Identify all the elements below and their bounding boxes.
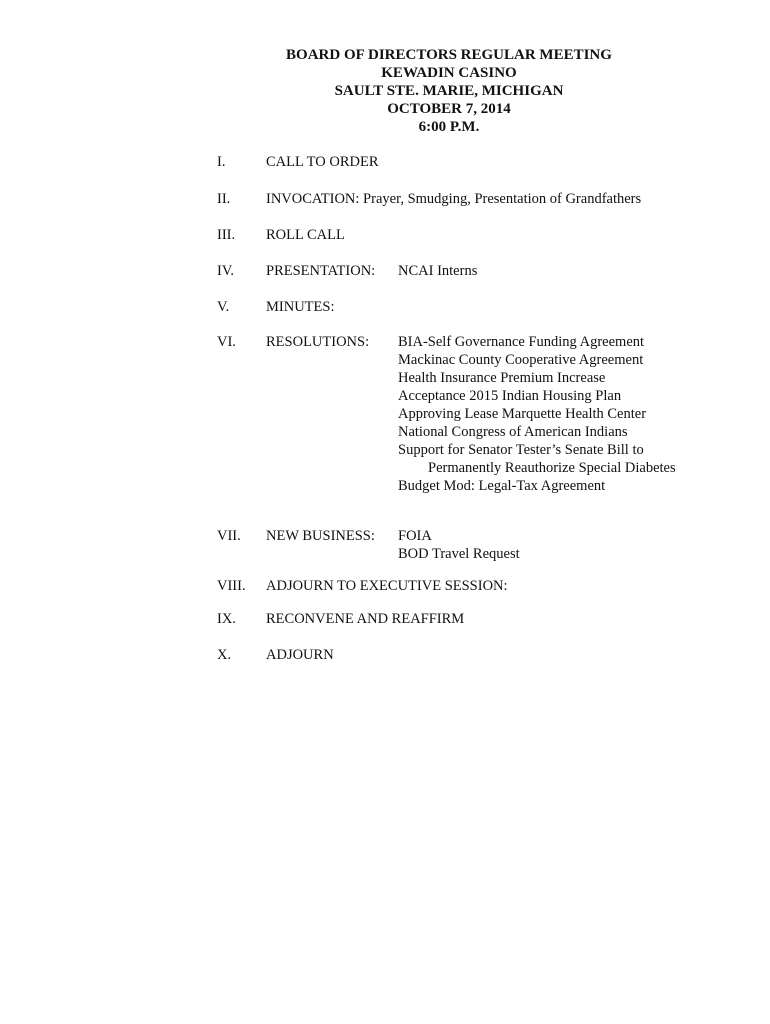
new-business-list	[398, 527, 520, 563]
resolution-item: BIA-Self Governance Funding Agreement	[398, 334, 645, 350]
resolution-item: Approving Lease Marquette Health Center	[398, 406, 647, 422]
resolution-item: Health Insurance Premium Increase	[398, 370, 606, 386]
header-title: BOARD OF DIRECTORS REGULAR MEETING	[286, 47, 612, 63]
item-label: MINUTES:	[266, 299, 335, 315]
item-number: VII.	[217, 528, 241, 544]
new-business-item: BOD Travel Request	[398, 546, 520, 562]
item-label: ROLL CALL	[266, 227, 345, 243]
item-number: V.	[217, 299, 230, 315]
new-business-item: FOIA	[398, 528, 432, 544]
header-location: SAULT STE. MARIE, MICHIGAN	[334, 83, 564, 99]
header-venue: KEWADIN CASINO	[381, 65, 517, 81]
resolution-item: Support for Senator Tester’s Senate Bill to	[398, 442, 644, 458]
header-time: 6:00 P.M.	[418, 119, 480, 135]
resolutions-list	[398, 333, 676, 495]
item-number: VI.	[217, 334, 236, 350]
item-label: NEW BUSINESS:	[266, 528, 375, 544]
item-number: III.	[217, 227, 236, 243]
item-number: I.	[217, 154, 226, 170]
item-label: PRESENTATION:	[266, 263, 376, 279]
item-number: IV.	[217, 263, 235, 279]
item-number: X.	[217, 647, 232, 663]
presentation-detail: NCAI Interns	[398, 263, 478, 279]
resolution-item: Acceptance 2015 Indian Housing Plan	[398, 388, 622, 404]
item-number: VIII.	[217, 578, 246, 594]
item-label: INVOCATION: Prayer, Smudging, Presentation of Grandfathers	[266, 191, 642, 207]
item-label: RECONVENE AND REAFFIRM	[266, 611, 465, 627]
item-number: II.	[217, 191, 231, 207]
item-label: RESOLUTIONS:	[266, 334, 370, 350]
header-date: OCTOBER 7, 2014	[387, 101, 511, 117]
item-number: IX.	[217, 611, 236, 627]
resolution-item: Budget Mod: Legal-Tax Agreement	[398, 478, 606, 494]
resolution-item: National Congress of American Indians	[398, 424, 628, 440]
meeting-header	[0, 46, 770, 136]
resolution-item-continuation: Permanently Reauthorize Special Diabetes	[428, 460, 676, 476]
resolution-item: Mackinac County Cooperative Agreement	[398, 352, 644, 368]
item-label: ADJOURN TO EXECUTIVE SESSION:	[266, 578, 508, 594]
item-label: CALL TO ORDER	[266, 154, 379, 170]
item-label: ADJOURN	[266, 647, 334, 663]
